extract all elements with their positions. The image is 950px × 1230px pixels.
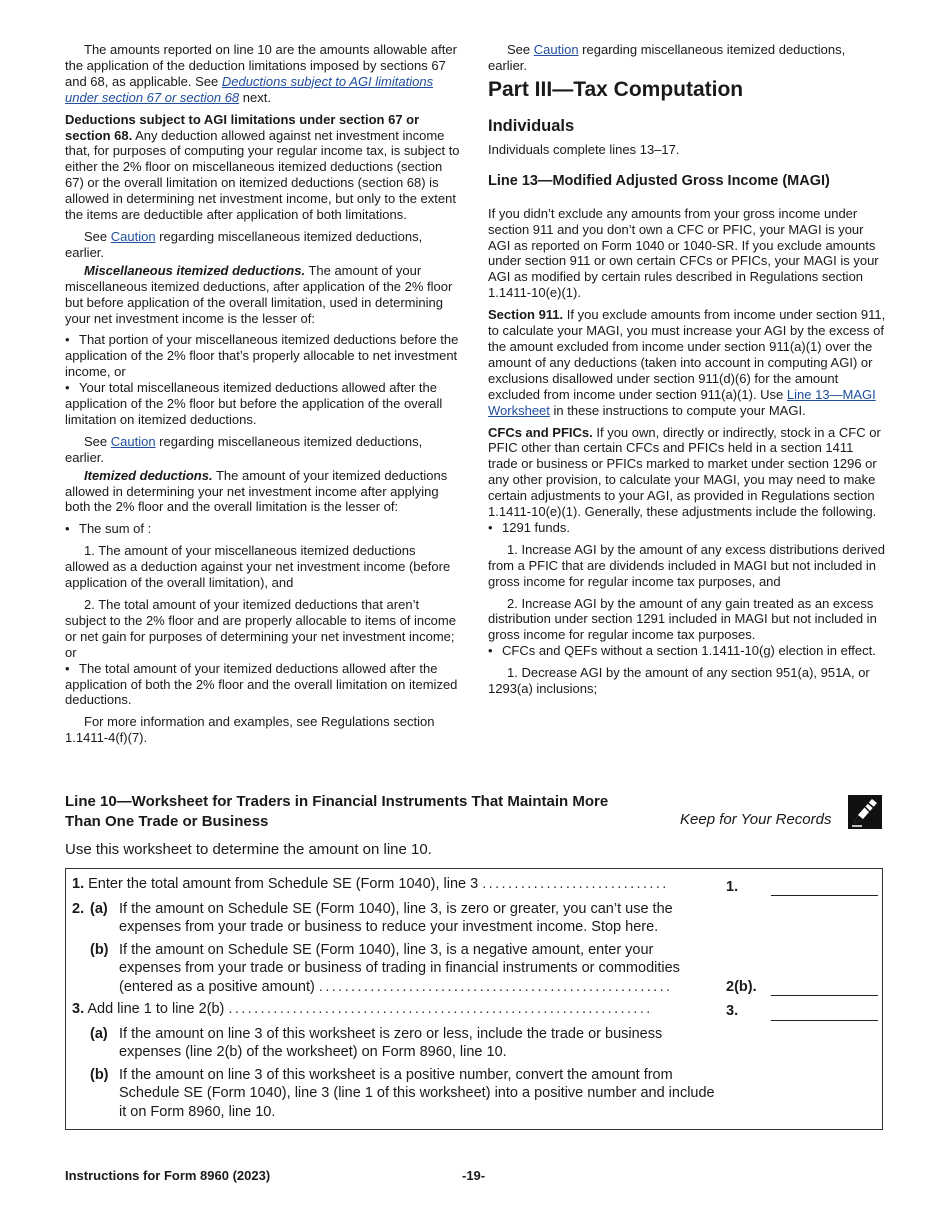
worksheet-line-3: 3. Add line 1 to line 2(b) .................................................................. bbox=[72, 1001, 653, 1017]
paragraph: See Caution regarding miscellaneous itemized deductions, earlier. bbox=[65, 433, 423, 465]
numbered-item: 2. The total amount of your itemized deductions that aren’t subject to the 2% floor and are properly allocable to items of income or net gain for purposes of determining your net investment income; or bbox=[65, 597, 456, 660]
line-2b-label: 2(b). bbox=[726, 979, 757, 995]
pencil-icon bbox=[848, 795, 882, 829]
heading-line13: Line 13—Modified Adjusted Gross Income (MAGI) bbox=[488, 172, 830, 189]
numbered-item: 1. Decrease AGI by the amount of any section 951(a), 951A, or 1293(a) inclusions; bbox=[488, 665, 870, 697]
bullet-item: • 1291 funds. bbox=[488, 519, 570, 535]
caution-link[interactable]: Caution bbox=[110, 433, 156, 449]
line-3-label: 3. bbox=[726, 1003, 739, 1019]
bullet-item: • Your total miscellaneous itemized deductions allowed after the application of the 2% floor but before the application of the overall limitation on itemized deductions. bbox=[65, 380, 443, 427]
paragraph: The amounts reported on line 10 are the amounts allowable after the application of the deduction limitations imposed by sections 67 and 68, as applicable. See Deductions subject to AGI limitations under section 67 or section 68 next. bbox=[65, 42, 457, 105]
page-number: -19- bbox=[462, 1168, 486, 1183]
bullet-item: • The sum of : bbox=[65, 521, 152, 537]
paragraph: See Caution regarding miscellaneous itemized deductions, earlier. bbox=[488, 42, 846, 73]
caution-link[interactable]: Caution bbox=[533, 42, 579, 57]
worksheet-line-2b: If the amount on Schedule SE (Form 1040), line 3, is a negative amount, enter your expenses from your trade or business of trading in financial instruments or commodities (entered as a positive amount) ....................................................... bbox=[119, 942, 680, 995]
paragraph: Itemized deductions. The amount of your itemized deductions allowed in determining your net investment income after applying both the 2% floor and the overall limitation is the lesser of: bbox=[65, 467, 448, 515]
paragraph: CFCs and PFICs. If you own, directly or indirectly, stock in a CFC or PFIC other than certain CFCs and PFICs held in a section 1411 trade or business or PFICs marked to market under section 1296 or any other provision, to calculate your MAGI, you may need to make certain adjustments to your AGI, as provided in Regulations section 1.1411-10(e)(1). Generally, these adjustments include the following. bbox=[488, 424, 881, 520]
bullet-item: • CFCs and QEFs without a section 1.1411-10(g) election in effect. bbox=[488, 643, 876, 659]
paragraph: See Caution regarding miscellaneous itemized deductions, earlier. bbox=[65, 228, 423, 260]
worksheet-line-3b-tag: (b) bbox=[90, 1067, 109, 1083]
heading-deductions: Deductions subject to AGI limitations under section 67 or section 68. bbox=[65, 111, 420, 143]
line-2b-entry[interactable] bbox=[771, 994, 878, 996]
numbered-item: 2. Increase AGI by the amount of any gain treated as an excess distribution under section 1291 included in MAGI but not included in gross income for regular income tax purposes. bbox=[488, 595, 877, 643]
worksheet-line-3a-tag: (a) bbox=[90, 1026, 108, 1042]
line-3-entry[interactable] bbox=[771, 1019, 878, 1021]
worksheet-line-2a: If the amount on Schedule SE (Form 1040), line 3, is zero or greater, you can’t use the expenses from your trade or business to reduce your investment income. Stop here. bbox=[119, 901, 673, 936]
worksheet-box bbox=[65, 868, 883, 1130]
paragraph: Miscellaneous itemized deductions. The amount of your miscellaneous itemized deductions, after application of the 2% floor but before application of the overall limitation, used in determining your net investment income is the lesser of: bbox=[65, 262, 453, 326]
heading-section911: Section 911. bbox=[488, 307, 564, 323]
heading-individuals: Individuals bbox=[488, 116, 575, 135]
caution-link[interactable]: Caution bbox=[110, 228, 156, 244]
worksheet-line-1: 1. Enter the total amount from Schedule SE (Form 1040), line 3 ............................. bbox=[72, 876, 669, 892]
footer-form-name: Instructions for Form 8960 (2023) bbox=[65, 1168, 271, 1183]
worksheet-subtitle: Use this worksheet to determine the amount on line 10. bbox=[65, 841, 432, 858]
worksheet-line-2a-tag: (a) bbox=[90, 901, 108, 917]
numbered-item: 1. The amount of your miscellaneous itemized deductions allowed as a deduction against your net investment income (before application of the overall limitation), and bbox=[65, 543, 451, 591]
heading-cfcs: CFCs and PFICs. bbox=[488, 424, 593, 440]
deductions-link[interactable]: Deductions subject to AGI limitations under section 67 or section 68 bbox=[65, 73, 434, 105]
heading-misc: Miscellaneous itemized deductions. bbox=[84, 262, 306, 278]
bullet-item: • That portion of your miscellaneous itemized deductions before the application of the 2% floor that’s properly allocable to net investment income, or bbox=[65, 332, 459, 380]
worksheet-line-3a: If the amount on line 3 of this worksheet is zero or less, include the trade or business expenses (line 2(b) of the worksheet) on Form 8960, line 10. bbox=[119, 1026, 663, 1061]
line-1-entry[interactable] bbox=[771, 894, 878, 896]
worksheet-line-2-num: 2. bbox=[72, 901, 85, 917]
bullet-item: • The total amount of your itemized deductions allowed after the application of both the 2% floor and the overall limitation on itemized deductions. bbox=[65, 660, 458, 708]
magi-worksheet-link[interactable]: Line 13—MAGI Worksheet bbox=[488, 386, 876, 418]
right-column bbox=[488, 42, 886, 703]
heading-itemized: Itemized deductions. bbox=[84, 467, 213, 483]
worksheet-line-2b-tag: (b) bbox=[90, 942, 109, 958]
numbered-item: 1. Increase AGI by the amount of any excess distributions derived from a PFIC that are dividends included in MAGI but not included in gross income for regular income tax purposes, and bbox=[488, 541, 885, 589]
left-column bbox=[65, 42, 462, 752]
paragraph: Section 911. If you exclude amounts from income under section 911, to calculate your MAGI, you must increase your AGI by the excess of the amount excluded from income under section 911(a)(1) over the amount of any deductions (taken into account in computing AGI) or exclusions disallowed under section 911(d)(6) for the amount excluded from income under section 911(a)(1). Use Line 13—MAGI Worksheet in these instructions to compute your MAGI. bbox=[488, 307, 886, 418]
part-title: Part III—Tax Computation bbox=[488, 77, 744, 101]
paragraph: For more information and examples, see Regulations section 1.1411-4(f)(7). bbox=[65, 714, 435, 746]
worksheet-title: Line 10—Worksheet for Traders in Financial Instruments That Maintain More Than One Trade or Business bbox=[65, 793, 609, 830]
line-1-label: 1. bbox=[726, 879, 739, 895]
paragraph: Deductions subject to AGI limitations under section 67 or section 68. Any deduction allowed against net investment income that, for purposes of computing your regular income tax, is subject to either the 2% floor on miscellaneous itemized deductions (section 67) or the overall limitation on itemized deductions (section 68) is allowed in determining net investment income, but only to the extent the items are deductible after application of both limitations. bbox=[65, 111, 460, 223]
worksheet-line-3b: If the amount on line 3 of this worksheet is a positive number, convert the amount from Schedule SE (Form 1040), line 3 (line 1 of this worksheet) into a positive number and include it on Form 8960, line 10. bbox=[119, 1067, 715, 1120]
keep-records: Keep for Your Records bbox=[680, 811, 832, 828]
paragraph: Individuals complete lines 13–17. bbox=[488, 141, 680, 157]
paragraph: If you didn’t exclude any amounts from your gross income under section 911 and you don’t own a CFC or PFIC, your MAGI is your AGI as reported on Form 1040 or 1040-SR. If you exclude amounts under section 911 or own certain CFCs or PFICs, your MAGI is your AGI as modified by certain rules described in Regulations section 1.1411-10(e)(1). bbox=[488, 205, 879, 301]
